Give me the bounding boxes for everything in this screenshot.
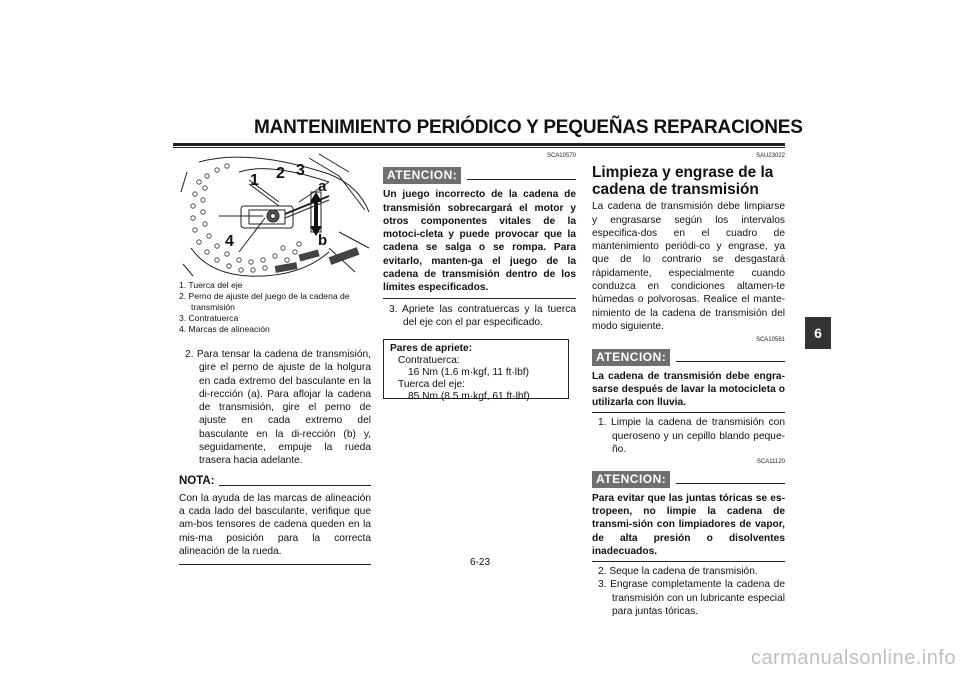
caption-item: 4. Marcas de alineación bbox=[179, 324, 270, 334]
warning-header bbox=[592, 470, 785, 490]
caption-item: 2. Perno de ajuste del juego de la cadena de transmisión bbox=[179, 291, 350, 312]
page-number: 6-23 bbox=[469, 557, 490, 568]
warning-text: La cadena de transmisión debe engra-sarse después de lavar la motocicleta o utilizarla con lluvia. bbox=[592, 370, 785, 409]
step-2-dry: 2. Seque la cadena de transmisión. bbox=[598, 566, 758, 578]
warning-end-rule bbox=[383, 298, 576, 299]
callout-4: 4 bbox=[225, 233, 234, 250]
torque-label-axle-nut: Tuerca del eje: bbox=[398, 379, 466, 391]
warning-text: Para evitar que las juntas tóricas se es-tropeen, no limpie la cadena de transmi-sión con limpiadores de vapor, de alta presión o disolventes inadecuados. bbox=[592, 492, 785, 557]
step-3-tighten: 3. Apriete las contratuercas y la tuerca del eje con el par especificado. bbox=[389, 303, 576, 328]
step-3-lubricate: 3. Engrase completamente la cadena de transmisión con un lubricante especial para juntas tóricas. bbox=[598, 579, 785, 618]
chain-adjuster-figure bbox=[179, 152, 371, 278]
nota-text: Con la ayuda de las marcas de alineación a cada lado del basculante, verifique que am-bos tensores de cadena queden en la mis-ma posición para la correcta alineación de la rueda. bbox=[179, 492, 371, 557]
warning-label: ATENCION: bbox=[592, 471, 670, 488]
warning-label: ATENCION: bbox=[592, 349, 670, 366]
torque-value-axle-nut: 85 Nm (8.5 m·kgf, 61 ft·lbf) bbox=[408, 391, 530, 403]
watermark: carmanualsonline.info bbox=[750, 647, 956, 669]
section-heading: Limpieza y engrase de la cadena de transmisión bbox=[592, 164, 774, 199]
callout-b: b bbox=[318, 232, 328, 249]
caption-item: 3. Contratuerca bbox=[179, 313, 239, 323]
section-code: SCA11120 bbox=[756, 459, 785, 466]
section-code: SAU23022 bbox=[755, 153, 785, 159]
page-title: MANTENIMIENTO PERIÓDICO Y PEQUEÑAS REPARACIONES bbox=[254, 117, 803, 138]
torque-label-locknut: Contratuerca: bbox=[398, 355, 460, 367]
nota-header bbox=[179, 472, 371, 492]
warning-label: ATENCION: bbox=[383, 167, 461, 184]
warning-header bbox=[383, 165, 576, 185]
step-1-clean: 1. Limpie la cadena de transmisión con queroseno y un cepillo blando peque-ño. bbox=[598, 417, 785, 456]
title-rule-thin bbox=[173, 147, 785, 148]
chapter-tab: 6 bbox=[805, 317, 831, 349]
figure-captions bbox=[179, 280, 374, 335]
step-2-tension: 2. Para tensar la cadena de transmisión, gire el perno de ajuste de la holgura en cada extremo del basculante en la di-rección (a). Para aflojar la cadena de transmisión, gire el perno de ajuste en cada extremo del basculante en la di-rección (b) y, seguidamente, empuje la rueda trasera hacia adelante. bbox=[185, 349, 371, 467]
intro-paragraph: La cadena de transmisión debe limpiarse y engrasarse según los intervalos especifica-dos en el cuadro de mantenimiento periódi-co y engrase, ya que de lo contrario se desgastará rápidamente, especialmente cuando conduzca en condiciones altamen-te húmedas o polvorosas. Realice el mante-nimiento de la cadena de transmisión del modo siguiente. bbox=[592, 201, 785, 332]
section-code: SCA10570 bbox=[546, 153, 576, 159]
column-3 bbox=[592, 150, 785, 618]
warning-text: Un juego incorrecto de la cadena de transmisión sobrecargará el motor y otros componentes vitales de la motoci-cleta y puede provocar que la cadena se salga o se rompa. Para evitarlo, manten-ga el juego de la cadena de transmisión dentro de los límites especificados. bbox=[383, 189, 576, 294]
callout-3: 3 bbox=[296, 162, 305, 179]
warning-end-rule bbox=[592, 412, 785, 413]
torque-value-locknut: 16 Nm (1.6 m·kgf, 11 ft·lbf) bbox=[408, 367, 529, 379]
title-rule bbox=[173, 143, 785, 146]
torque-title: Pares de apriete: bbox=[390, 343, 473, 355]
nota-label: NOTA: bbox=[179, 475, 215, 488]
section-code: SCA10581 bbox=[755, 337, 785, 344]
torque-box bbox=[383, 339, 569, 403]
column-2 bbox=[383, 150, 576, 403]
callout-1: 1 bbox=[250, 172, 259, 189]
callout-a: a bbox=[318, 178, 327, 195]
warning-header bbox=[592, 348, 785, 368]
caption-item: 1. Tuerca del eje bbox=[179, 280, 243, 290]
callout-2: 2 bbox=[276, 165, 285, 182]
column-1 bbox=[179, 348, 371, 565]
